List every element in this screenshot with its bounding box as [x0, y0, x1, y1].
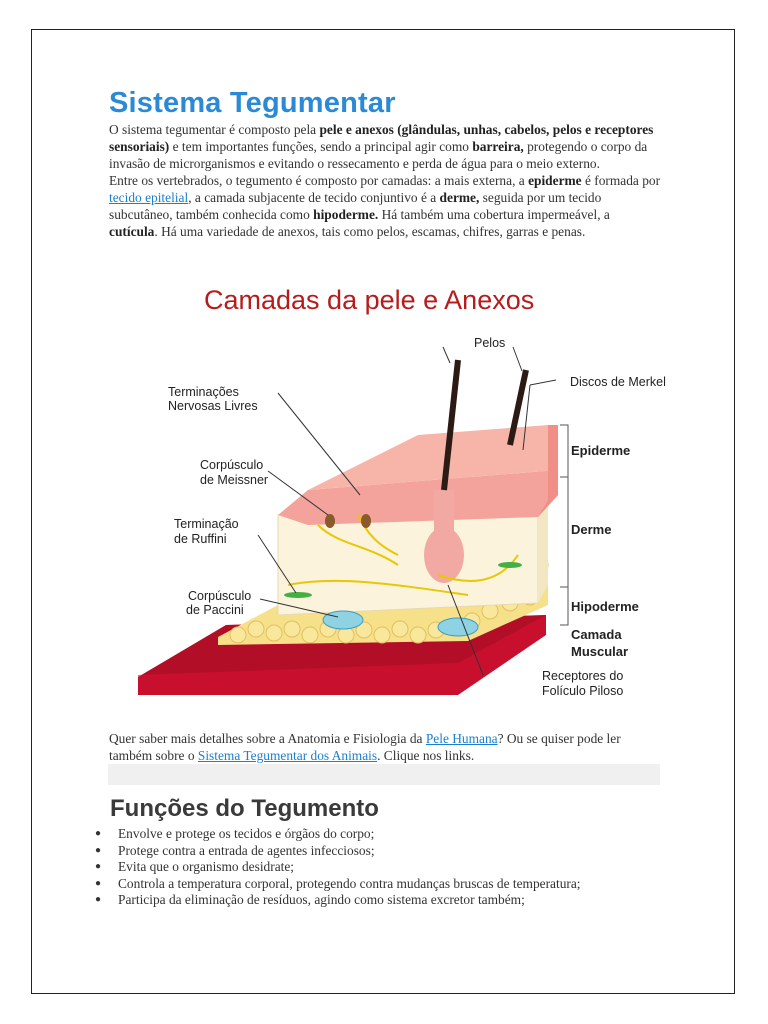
text: Há também uma cobertura impermeável, a	[378, 207, 610, 222]
list-item	[90, 859, 610, 876]
text: Quer saber mais detalhes sobre a Anatomia e Fisiologia da	[109, 731, 426, 746]
link-pele-humana[interactable]: Pele Humana	[425, 731, 498, 746]
label-receptores-1: Receptores do	[542, 669, 624, 683]
list-item-text: Protege contra a entrada de agentes infecciosos;	[118, 842, 375, 858]
intro-paragraph-1	[109, 121, 661, 172]
functions-title: Funções do Tegumento	[110, 795, 379, 822]
label-meissner-2: de Meissner	[200, 473, 269, 487]
gray-separator	[108, 764, 660, 785]
layer-brackets	[560, 425, 568, 625]
ruffini-ending	[284, 592, 312, 598]
label-derme: Derme	[571, 522, 612, 537]
text: seguida por um tecido subcutâneo, também conhecida como	[109, 190, 602, 222]
label-pelos: Pelos	[474, 336, 506, 350]
meissner-corpuscle-2	[361, 514, 371, 528]
bullet-icon: ●	[95, 877, 102, 889]
meissner-corpuscle	[325, 514, 335, 528]
label-camada-1: Camada	[571, 627, 622, 642]
text: ? Ou se quiser pode ler também sobre o	[109, 731, 621, 763]
label-epiderme: Epiderme	[571, 443, 631, 458]
bullet-icon: ●	[95, 861, 102, 872]
bold-text: barreira,	[472, 139, 524, 154]
text: . Clique nos links.	[377, 748, 475, 763]
label-paccini-2: de Paccini	[186, 603, 244, 617]
text: . Há uma variedade de anexos, tais como pelos, escamas, chifres, garras e penas.	[154, 224, 586, 239]
label-paccini-1: Corpúsculo	[188, 589, 252, 603]
bullet-icon: ●	[95, 894, 102, 905]
bold-text: epiderme	[528, 173, 582, 188]
list-item-text: Controla a temperatura corporal, protegendo contra mudanças bruscas de temperatura;	[118, 875, 581, 891]
list-item	[90, 892, 610, 909]
label-receptores-2: Folículo Piloso	[542, 684, 624, 698]
label-ruffini-2: de Ruffini	[174, 532, 227, 546]
text: é formada por	[581, 173, 661, 188]
list-item-text: Envolve e protege os tecidos e órgãos do corpo;	[118, 826, 375, 841]
paccini-corpuscle-2	[438, 618, 478, 636]
skin-diagram	[138, 285, 668, 705]
label-meissner-1: Corpúsculo	[200, 458, 264, 472]
bold-text: cutícula	[109, 224, 155, 239]
ruffini-ending-2	[498, 562, 522, 568]
functions-list	[90, 826, 610, 909]
list-item	[90, 843, 610, 860]
label-terminacoes-2: Nervosas Livres	[168, 399, 258, 413]
paccini-corpuscle	[323, 611, 363, 629]
article-body	[109, 85, 661, 240]
list-item-text: Participa da eliminação de resíduos, agindo como sistema excretor também;	[118, 892, 525, 907]
text: e tem importantes funções, sendo a principal agir como	[169, 139, 473, 154]
label-camada-2: Muscular	[571, 644, 629, 659]
text: , a camada subjacente de tecido conjuntivo é a	[188, 190, 440, 205]
list-item	[90, 826, 610, 843]
bold-text: derme,	[439, 190, 480, 205]
bold-text: pele e anexos (glândulas, unhas, cabelos, pelos e receptores sensoriais)	[109, 122, 654, 154]
label-ruffini-1: Terminação	[174, 517, 239, 531]
intro-paragraph-2	[109, 172, 661, 240]
links-paragraph	[109, 730, 661, 764]
bullet-icon: ●	[95, 828, 102, 839]
label-terminacoes-1: Terminações	[168, 385, 239, 399]
link-sistema-tegumentar-animais[interactable]: Sistema Tegumentar dos Animais	[197, 748, 378, 763]
text: protegendo o corpo da invasão de microrganismos e evitando o ressecamento e perda de água para o meio externo.	[109, 139, 648, 171]
label-hipoderme: Hipoderme	[571, 599, 639, 614]
link-tecido-epitelial[interactable]: tecido epitelial	[109, 190, 189, 205]
list-item	[90, 876, 610, 893]
bullet-icon: ●	[95, 844, 102, 856]
text: O sistema tegumentar é composto pela	[109, 122, 320, 137]
figure-title: Camadas da pele e Anexos	[204, 285, 535, 315]
skin-layers-figure	[138, 285, 668, 705]
label-discos-merkel: Discos de Merkel	[570, 375, 666, 389]
page-title: Sistema Tegumentar	[109, 87, 396, 119]
bold-text: hipoderme.	[313, 207, 379, 222]
text: Entre os vertebrados, o tegumento é composto por camadas: a mais externa, a	[109, 173, 529, 188]
list-item-text: Evita que o organismo desidrate;	[118, 859, 295, 874]
